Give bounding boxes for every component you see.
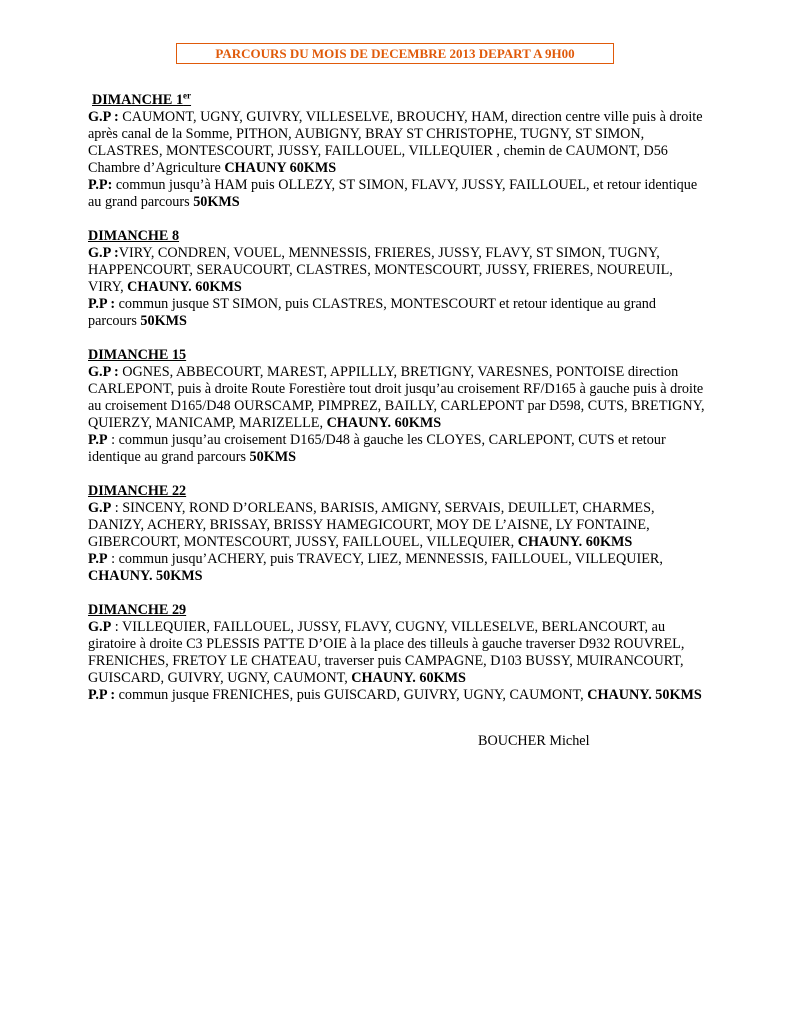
gp-distance: CHAUNY 60KMS: [224, 160, 337, 176]
route-section-dec-8: [88, 228, 708, 330]
gp-text: : SINCENY, ROND D’ORLEANS, BARISIS, AMIGNY, SERVAIS, DEUILLET, CHARMES, DANIZY, ACHERY, BRISSAY, BRISSY HAMEGICOURT, MOY DE L’AISNE, LY FONTAINE, GIBERCOURT, MONTESCOURT, JUSSY, FAILLOUEL, VILLEQUIER,: [88, 500, 655, 550]
pp-text: commun jusqu’à HAM puis OLLEZY, ST SIMON, FLAVY, JUSSY, FAILLOUEL, et retour identique au grand parcours: [88, 177, 698, 210]
pp-label: P.P :: [88, 687, 116, 703]
route-section-dec-29: [88, 602, 708, 704]
petit-parcours: [88, 551, 708, 585]
petit-parcours: [88, 432, 708, 466]
signature: BOUCHER Michel: [478, 733, 590, 749]
grand-parcours: [88, 619, 708, 687]
day-heading: DIMANCHE 8: [88, 228, 180, 244]
gp-text: VIRY, CONDREN, VOUEL, MENNESSIS, FRIERES, JUSSY, FLAVY, ST SIMON, TUGNY, HAPPENCOURT, SERAUCOURT, CLASTRES, MONTESCOURT, JUSSY, FRIERES, NOUREUIL, VIRY,: [88, 245, 673, 295]
gp-label: G.P: [88, 619, 112, 635]
gp-label: G.P :: [88, 109, 119, 125]
page-title: PARCOURS DU MOIS DE DECEMBRE 2013 DEPART A 9H00: [176, 43, 614, 64]
pp-text: commun jusque FRENICHES, puis GUISCARD, GUIVRY, UGNY, CAUMONT,: [115, 687, 588, 703]
day-heading: DIMANCHE 29: [88, 602, 187, 618]
day-heading-text: DIMANCHE 1: [92, 92, 184, 108]
gp-text: : VILLEQUIER, FAILLOUEL, JUSSY, FLAVY, CUGNY, VILLESELVE, BERLANCOURT, au giratoire à droite C3 PLESSIS PATTE D’OIE à la place des tilleuls à gauche traverser D932 ROUVREL, FRENICHES, FRETOY LE CHATEAU, traverser puis CAMPAGNE, D103 BUSSY, MUIRANCOURT, GUISCARD, GUIVRY, UGNY, CAUMONT,: [88, 619, 685, 686]
pp-text: : commun jusqu’au croisement D165/D48 à gauche les CLOYES, CARLEPONT, CUTS et retour identique au grand parcours: [88, 432, 666, 465]
gp-distance: CHAUNY. 60KMS: [326, 415, 442, 431]
grand-parcours: [88, 500, 708, 551]
route-section-dec-22: [88, 483, 708, 585]
route-section-dec-15: [88, 347, 708, 466]
petit-parcours: [88, 296, 708, 330]
day-heading-sup: er: [183, 90, 192, 101]
pp-text: commun jusque ST SIMON, puis CLASTRES, MONTESCOURT et retour identique au grand parcours: [88, 296, 656, 329]
gp-label: G.P: [88, 500, 112, 516]
gp-text: CAUMONT, UGNY, GUIVRY, VILLESELVE, BROUCHY, HAM, direction centre ville puis à droite après canal de la Somme, PITHON, AUBIGNY, BRAY ST CHRISTOPHE, TUGNY, ST SIMON, CLASTRES, MONTESCOURT, JUSSY, FAILLOUEL, VILLEQUIER , chemin de CAUMONT, D56 Chambre d’Agriculture: [88, 109, 703, 176]
day-heading: DIMANCHE 22: [88, 483, 187, 499]
gp-label: G.P :: [88, 245, 119, 261]
grand-parcours: [88, 109, 708, 177]
gp-label: G.P :: [88, 364, 119, 380]
pp-text: : commun jusqu’ACHERY, puis TRAVECY, LIEZ, MENNESSIS, FAILLOUEL, VILLEQUIER,: [107, 551, 663, 567]
gp-text: OGNES, ABBECOURT, MAREST, APPILLLY, BRETIGNY, VARESNES, PONTOISE direction CARLEPONT, puis à droite Route Forestière tout droit jusqu’au croisement RF/D165 à gauche puis à droite au croisement D165/D48 OURSCAMP, PIMPREZ, BAILLY, CARLEPONT par D598, CUTS, BRETIGNY, QUIERZY, MANICAMP, MARIZELLE,: [88, 364, 705, 431]
pp-distance: 50KMS: [140, 313, 187, 329]
day-heading: [88, 92, 708, 109]
grand-parcours: [88, 245, 708, 296]
pp-label: P.P :: [88, 296, 116, 312]
petit-parcours: [88, 687, 708, 704]
pp-distance: CHAUNY. 50KMS: [88, 568, 203, 584]
gp-distance: CHAUNY. 60KMS: [127, 279, 242, 295]
pp-label: P.P: [88, 432, 108, 448]
pp-label: P.P: [88, 551, 108, 567]
pp-distance: 50KMS: [249, 449, 297, 465]
gp-distance: CHAUNY. 60KMS: [517, 534, 633, 550]
pp-distance: CHAUNY. 50KMS: [587, 687, 702, 703]
pp-label: P.P:: [88, 177, 113, 193]
pp-distance: 50KMS: [193, 194, 240, 210]
route-section-dec-1: [88, 92, 708, 211]
route-list: [88, 92, 708, 721]
petit-parcours: [88, 177, 708, 211]
day-heading: DIMANCHE 15: [88, 347, 187, 363]
grand-parcours: [88, 364, 708, 432]
gp-distance: CHAUNY. 60KMS: [351, 670, 466, 686]
